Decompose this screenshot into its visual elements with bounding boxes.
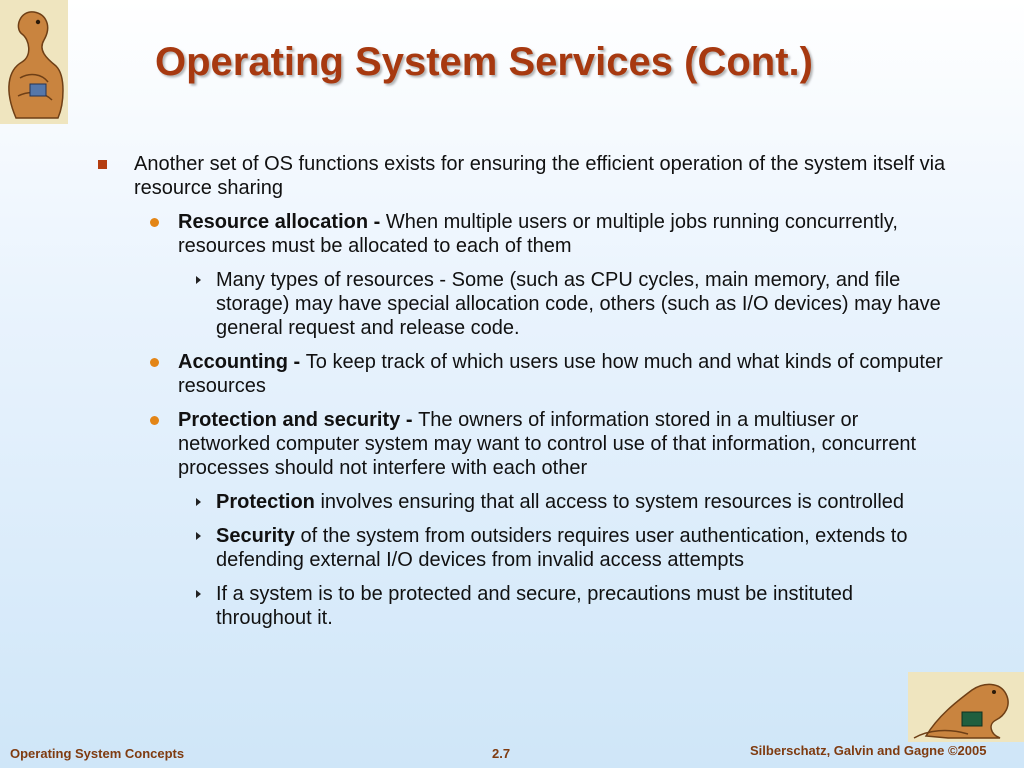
accounting-label: Accounting -	[178, 351, 306, 373]
bullet-main-text: Another set of OS functions exists for ensuring the efficient operation of the system itself via resource sharing	[134, 153, 946, 199]
dot-bullet-icon	[150, 416, 159, 425]
bullet-security	[92, 524, 952, 572]
slide-content	[92, 152, 952, 640]
precautions-text: If a system is to be protected and secure, precautions must be instituted throughout it.	[216, 583, 854, 629]
accounting-text: To keep track of which users use how much and what kinds of computer resources	[178, 351, 943, 397]
footer-page-number: 2.7	[492, 746, 511, 761]
arrow-bullet-icon	[196, 590, 201, 598]
slide-title: Operating System Services (Cont.)	[155, 40, 813, 84]
protection-security-text: The owners of information stored in a multiuser or networked computer system may want to control use of that information, concurrent processes should not interfere with each other	[178, 409, 917, 479]
bullet-resource-allocation	[92, 210, 952, 258]
bullet-precautions	[92, 582, 952, 630]
arrow-bullet-icon	[196, 276, 201, 284]
arrow-bullet-icon	[196, 498, 201, 506]
bullet-main	[92, 152, 952, 200]
resource-types-text: Many types of resources - Some (such as CPU cycles, main memory, and file storage) may have special allocation code, others (such as I/O devices) may have general request and release code.	[216, 269, 941, 339]
protection-text: involves ensuring that all access to system resources is controlled	[314, 491, 905, 513]
security-text: of the system from outsiders requires user authentication, extends to defending external I/O devices from invalid access attempts	[216, 525, 908, 571]
square-bullet-icon	[98, 160, 107, 169]
bullet-resource-types	[92, 268, 952, 340]
resource-allocation-label: Resource allocation -	[178, 211, 386, 233]
dot-bullet-icon	[150, 218, 159, 227]
bullet-accounting	[92, 350, 952, 398]
footer-copyright: Silberschatz, Galvin and Gagne ©2005	[750, 743, 987, 758]
bullet-protection	[92, 490, 952, 514]
footer-course-title: Operating System Concepts	[10, 746, 185, 761]
security-label: Security	[216, 525, 295, 547]
dot-bullet-icon	[150, 358, 159, 367]
dinosaur-logo-bottom	[908, 672, 1024, 742]
arrow-bullet-icon	[196, 532, 201, 540]
protection-label: Protection	[216, 491, 315, 513]
resource-allocation-text: When multiple users or multiple jobs running concurrently, resources must be allocated to each of them	[178, 211, 898, 257]
protection-security-label: Protection and security -	[178, 409, 419, 431]
bullet-protection-security	[92, 408, 952, 480]
dinosaur-logo-top	[0, 0, 68, 124]
